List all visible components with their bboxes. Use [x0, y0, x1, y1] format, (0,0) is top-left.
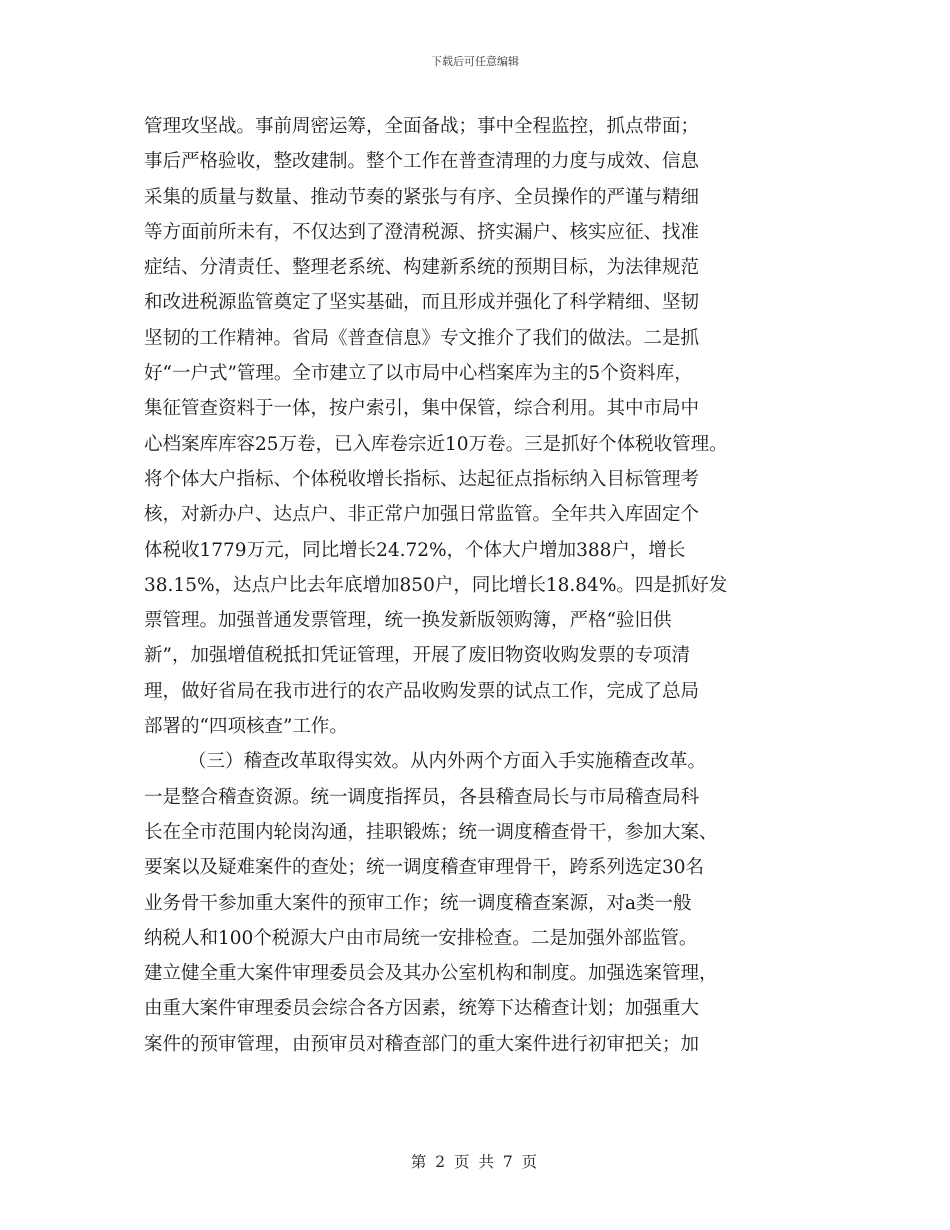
- text-line: 案件的预审管理，由预审员对稽查部门的重大案件进行初审把关；加: [144, 1033, 700, 1055]
- text-line: 纳税人和100个税源大户由市局统一安排检查。二是加强外部监管。: [144, 927, 698, 949]
- page-number-footer: 第 2 页 共 7 页: [410, 1153, 540, 1171]
- text-line: 长在全市范围内轮岗沟通，挂职锻炼；统一调度稽查骨干，参加大案、: [144, 821, 718, 843]
- text-line: 事后严格验收，整改建制。整个工作在普查清理的力度与成效、信息: [144, 151, 700, 173]
- section-heading-line: （三）稽查改革取得实效。从内外两个方面入手实施稽查改革。: [188, 751, 707, 773]
- text-line: 一是整合稽查资源。统一调度指挥员，各县稽查局长与市局稽查局科: [144, 786, 700, 808]
- text-line: 体税收1779万元，同比增长24.72%，个体大户增加388户，增长: [144, 539, 686, 561]
- text-line: 采集的质量与数量、推动节奏的紧张与有序、全员操作的严谨与精细: [144, 186, 700, 208]
- text-line: 理，做好省局在我市进行的农产品收购发票的试点工作，完成了总局: [144, 680, 700, 702]
- text-line: 坚韧的工作精神。省局《普查信息》专文推介了我们的做法。二是抓: [144, 327, 700, 349]
- text-line: 好“一户式”管理。全市建立了以市局中心档案库为主的5个资料库，: [144, 363, 693, 385]
- text-line: 核，对新办户、达点户、非正常户加强日常监管。全年共入库固定个: [144, 504, 700, 526]
- text-line: 将个体大户指标、个体税收增长指标、达起征点指标纳入目标管理考: [144, 468, 700, 490]
- text-line: 和改进税源监管奠定了坚实基础，而且形成并强化了科学精细、坚韧: [144, 292, 700, 314]
- text-line: 由重大案件审理委员会综合各方因素，统筹下达稽查计划；加强重大: [144, 998, 700, 1020]
- text-line: 心档案库库容25万卷，已入库卷宗近10万卷。三是抓好个体税收管理。: [144, 433, 728, 455]
- text-line: 新”，加强增值税抵扣凭证管理，开展了废旧物资收购发票的专项清: [144, 645, 690, 667]
- document-body: [144, 109, 804, 1062]
- text-line: 等方面前所未有，不仅达到了澄清税源、挤实漏户、核实应征、找准: [144, 221, 700, 243]
- text-line: 部署的“四项核查”工作。: [144, 716, 348, 738]
- text-line: 建立健全重大案件审理委员会及其办公室机构和制度。加强选案管理，: [144, 963, 718, 985]
- text-line: 管理攻坚战。事前周密运筹，全面备战；事中全程监控，抓点带面；: [144, 116, 700, 137]
- page-header: 下载后可任意编辑: [431, 55, 519, 68]
- text-line: 票管理。加强普通发票管理，统一换发新版领购簿，严格“验旧供: [144, 610, 672, 632]
- text-line: 要案以及疑难案件的查处；统一调度稽查审理骨干，跨系列选定30名: [144, 857, 705, 879]
- text-line: 症结、分清责任、整理老系统、构建新系统的预期目标，为法律规范: [144, 257, 700, 279]
- text-line: 业务骨干参加重大案件的预审工作；统一调度稽查案源，对a类一般: [144, 892, 692, 914]
- text-line: 38.15%，达点户比去年底增加850户，同比增长18.84%。四是抓好发: [144, 574, 728, 596]
- text-line: 集征管查资料于一体，按户索引，集中保管，综合利用。其中市局中: [144, 398, 700, 420]
